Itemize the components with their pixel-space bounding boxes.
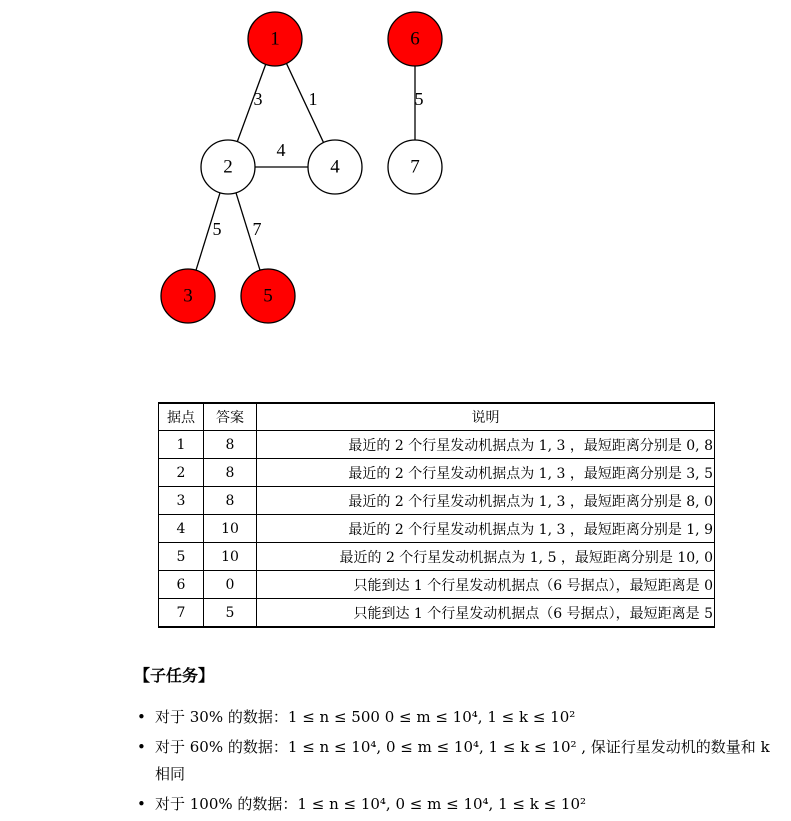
- header-answer: 答案: [204, 403, 257, 431]
- cell-explanation: 最近的 2 个行星发动机据点为 1, 3 ，最短距离分别是 3, 5: [257, 459, 715, 487]
- cell-explanation: 最近的 2 个行星发动机据点为 1, 3 ，最短距离分别是 0, 8: [257, 431, 715, 459]
- cell-stronghold: 1: [159, 431, 204, 459]
- table-row: [159, 431, 715, 459]
- subtask-constraint: 1 ≤ n ≤ 10⁴, 0 ≤ m ≤ 10⁴, 1 ≤ k ≤ 10²: [287, 738, 577, 756]
- node-label: 1: [270, 28, 280, 50]
- table-header-row: [159, 403, 715, 431]
- cell-explanation: 最近的 2 个行星发动机据点为 1, 3 ，最短距离分别是 8, 0: [257, 487, 715, 515]
- subtask-prefix: 对于 100% 的数据：: [155, 795, 298, 813]
- cell-answer: 5: [204, 599, 257, 628]
- cell-answer: 8: [204, 431, 257, 459]
- cell-stronghold: 4: [159, 515, 204, 543]
- list-item: [134, 791, 784, 818]
- edge-weight-label: 4: [276, 140, 286, 161]
- subtask-prefix: 对于 30% 的数据：: [155, 708, 288, 726]
- subtasks-list: [134, 704, 784, 821]
- cell-stronghold: 2: [159, 459, 204, 487]
- cell-answer: 10: [204, 543, 257, 571]
- cell-stronghold: 3: [159, 487, 204, 515]
- cell-answer: 0: [204, 571, 257, 599]
- cell-explanation: 最近的 2 个行星发动机据点为 1, 5 ，最短距离分别是 10, 0: [257, 543, 715, 571]
- edge-weight-label: 7: [252, 219, 262, 240]
- graph-diagram: [0, 0, 791, 360]
- cell-stronghold: 6: [159, 571, 204, 599]
- list-item: [134, 704, 784, 731]
- cell-explanation: 最近的 2 个行星发动机据点为 1, 3 ，最短距离分别是 1, 9: [257, 515, 715, 543]
- cell-answer: 10: [204, 515, 257, 543]
- node-label: 2: [223, 156, 233, 178]
- edge-weight-label: 5: [212, 219, 222, 240]
- cell-explanation: 只能到达 1 个行星发动机据点（6 号据点），最短距离是 0: [257, 571, 715, 599]
- edge-weight-label: 5: [414, 89, 424, 110]
- subtasks-heading: 【子任务】: [134, 666, 215, 685]
- node-label: 3: [183, 285, 193, 307]
- subtask-prefix: 对于 60% 的数据：: [155, 738, 288, 756]
- cell-explanation: 只能到达 1 个行星发动机据点（6 号据点），最短距离是 5: [257, 599, 715, 628]
- subtask-constraint: 1 ≤ n ≤ 10⁴, 0 ≤ m ≤ 10⁴, 1 ≤ k ≤ 10²: [297, 795, 587, 813]
- table-row: [159, 599, 715, 628]
- node-label: 7: [410, 156, 420, 178]
- node-label: 4: [330, 156, 340, 178]
- table-row: [159, 571, 715, 599]
- node-label: 6: [410, 28, 420, 50]
- header-explanation: 说明: [257, 403, 715, 431]
- table-row: [159, 515, 715, 543]
- list-item: [134, 734, 784, 788]
- cell-answer: 8: [204, 459, 257, 487]
- sample-explanation-table: [158, 402, 715, 628]
- subtask-constraint: 1 ≤ n ≤ 500 0 ≤ m ≤ 10⁴, 1 ≤ k ≤ 10²: [287, 708, 576, 726]
- subtask-suffix: , 保证行星发动机的数量和 k 相同: [155, 738, 770, 783]
- edge-1-4: [286, 63, 323, 142]
- table-row: [159, 487, 715, 515]
- cell-stronghold: 5: [159, 543, 204, 571]
- table-row: [159, 459, 715, 487]
- table-row: [159, 543, 715, 571]
- header-stronghold: 据点: [159, 403, 204, 431]
- cell-answer: 8: [204, 487, 257, 515]
- edge-weight-label: 1: [308, 89, 318, 110]
- cell-stronghold: 7: [159, 599, 204, 628]
- node-label: 5: [263, 285, 273, 307]
- edge-weight-label: 3: [253, 89, 263, 110]
